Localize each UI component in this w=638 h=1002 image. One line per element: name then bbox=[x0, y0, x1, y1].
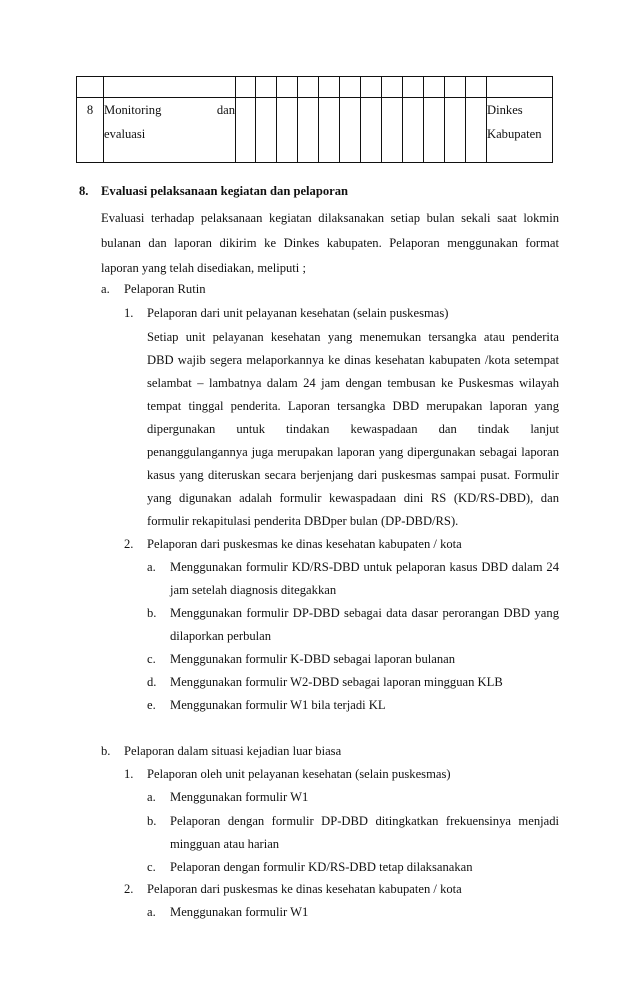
list-item: Menggunakan formulir W2-DBD sebagai laporan mingguan KLB bbox=[170, 675, 503, 689]
table-cell bbox=[466, 77, 487, 98]
list-item: Pelaporan dengan formulir DP-DBD ditingkatkan frekuensinya menjadi bbox=[170, 814, 559, 828]
list-item: Menggunakan formulir K-DBD sebagai laporan bulanan bbox=[170, 652, 456, 666]
list-item: Menggunakan formulir KD/RS-DBD untuk pelaporan kasus DBD dalam 24 bbox=[170, 560, 559, 574]
paragraph-line: laporan yang telah disediakan, meliputi ; bbox=[101, 261, 306, 275]
paragraph-line: Setiap unit pelayanan kesehatan yang menemukan tersangka atau penderita bbox=[147, 330, 559, 344]
list-heading: Pelaporan Rutin bbox=[124, 282, 206, 296]
table-cell bbox=[298, 77, 319, 98]
responsible-line: Dinkes bbox=[487, 103, 523, 117]
table-cell bbox=[361, 77, 382, 98]
list-marker: 1. bbox=[124, 306, 134, 320]
activity-word: dan bbox=[216, 103, 235, 117]
table-row bbox=[77, 98, 553, 163]
table-cell bbox=[256, 77, 277, 98]
table-cell bbox=[104, 77, 236, 98]
month-cell bbox=[424, 98, 445, 163]
list-item: Pelaporan dengan formulir KD/RS-DBD tetap dilaksanakan bbox=[170, 860, 473, 874]
list-marker: a. bbox=[147, 905, 156, 919]
list-marker: c. bbox=[147, 860, 156, 874]
list-heading: Pelaporan dari puskesmas ke dinas kesehatan kabupaten / kota bbox=[147, 537, 462, 551]
paragraph-line: bulanan dan laporan dikirim ke Dinkes kabupaten. Pelaporan menggunakan format bbox=[101, 236, 559, 250]
month-cell bbox=[340, 98, 361, 163]
list-item: jam setelah diagnosis ditegakkan bbox=[170, 583, 337, 597]
list-marker: 2. bbox=[124, 882, 134, 896]
list-item: dilaporkan perbulan bbox=[170, 629, 272, 643]
month-cell bbox=[361, 98, 382, 163]
month-cell bbox=[445, 98, 466, 163]
paragraph-line: penanggulangannya juga merupakan laporan yang dipergunakan sebagai laporan bbox=[147, 445, 559, 459]
list-marker: a. bbox=[147, 560, 156, 574]
list-marker: b. bbox=[101, 744, 111, 758]
table-row bbox=[77, 77, 553, 98]
list-heading: Pelaporan oleh unit pelayanan kesehatan (selain puskesmas) bbox=[147, 767, 451, 781]
list-item: Menggunakan formulir W1 bbox=[170, 790, 309, 804]
table-cell bbox=[236, 77, 256, 98]
paragraph-line: formulir rekapitulasi penderita DBDper bulan (DP-DBD/RS). bbox=[147, 514, 459, 528]
paragraph-line: Evaluasi terhadap pelaksanaan kegiatan dilaksanakan setiap bulan sekali saat lokmin bbox=[101, 211, 559, 225]
table-cell bbox=[403, 77, 424, 98]
list-item: mingguan atau harian bbox=[170, 837, 280, 851]
table-cell bbox=[424, 77, 445, 98]
list-item: Menggunakan formulir W1 bbox=[170, 905, 309, 919]
month-cell bbox=[256, 98, 277, 163]
list-marker: 1. bbox=[124, 767, 134, 781]
list-heading: Pelaporan dari puskesmas ke dinas kesehatan kabupaten / kota bbox=[147, 882, 462, 896]
paragraph-line: kasus yang diteruskan secara berjenjang dari puskesmas sampai pusat. Formulir bbox=[147, 468, 559, 482]
activity-word: Monitoring bbox=[104, 103, 162, 117]
responsible-cell bbox=[487, 98, 553, 163]
table-cell bbox=[77, 77, 104, 98]
list-marker: e. bbox=[147, 698, 156, 712]
list-marker: a. bbox=[147, 790, 156, 804]
list-marker: b. bbox=[147, 814, 157, 828]
list-item: Menggunakan formulir W1 bila terjadi KL bbox=[170, 698, 386, 712]
paragraph-line: selambat – lambatnya dalam 24 jam dengan tembusan ke Puskesmas wilayah bbox=[147, 376, 559, 390]
paragraph-line: tempat tinggal penderita. Laporan tersangka DBD merupakan laporan yang bbox=[147, 399, 559, 413]
activity-line: evaluasi bbox=[104, 127, 146, 141]
list-heading: Pelaporan dari unit pelayanan kesehatan (selain puskesmas) bbox=[147, 306, 449, 320]
activity-cell bbox=[104, 98, 236, 163]
table-cell bbox=[382, 77, 403, 98]
list-marker: 2. bbox=[124, 537, 134, 551]
month-cell bbox=[403, 98, 424, 163]
table-cell bbox=[319, 77, 340, 98]
row-number-cell: 8 bbox=[77, 98, 104, 163]
paragraph-line: yang digunakan adalah formulir kewaspadaan dini RS (KD/RS-DBD), dan bbox=[147, 491, 559, 505]
paragraph-line: DBD wajib segera melaporkannya ke dinas kesehatan kabupaten /kota setempat bbox=[147, 353, 559, 367]
month-cell bbox=[236, 98, 256, 163]
paragraph-line: dipergunakan untuk tindakan kewaspadaan dan tindak lanjut bbox=[147, 422, 559, 436]
month-cell bbox=[466, 98, 487, 163]
table-cell bbox=[487, 77, 553, 98]
table-cell bbox=[277, 77, 298, 98]
list-heading: Pelaporan dalam situasi kejadian luar biasa bbox=[124, 744, 342, 758]
list-marker: a. bbox=[101, 282, 110, 296]
list-marker: c. bbox=[147, 652, 156, 666]
list-marker: b. bbox=[147, 606, 157, 620]
month-cell bbox=[382, 98, 403, 163]
section-title: Evaluasi pelaksanaan kegiatan dan pelaporan bbox=[101, 184, 349, 198]
month-cell bbox=[319, 98, 340, 163]
list-item: Menggunakan formulir DP-DBD sebagai data dasar perorangan DBD yang bbox=[170, 606, 559, 620]
section-number: 8. bbox=[79, 184, 89, 198]
table-cell bbox=[445, 77, 466, 98]
list-marker: d. bbox=[147, 675, 157, 689]
month-cell bbox=[298, 98, 319, 163]
responsible-line: Kabupaten bbox=[487, 127, 542, 141]
table-cell bbox=[340, 77, 361, 98]
month-cell bbox=[277, 98, 298, 163]
schedule-table bbox=[76, 76, 553, 163]
